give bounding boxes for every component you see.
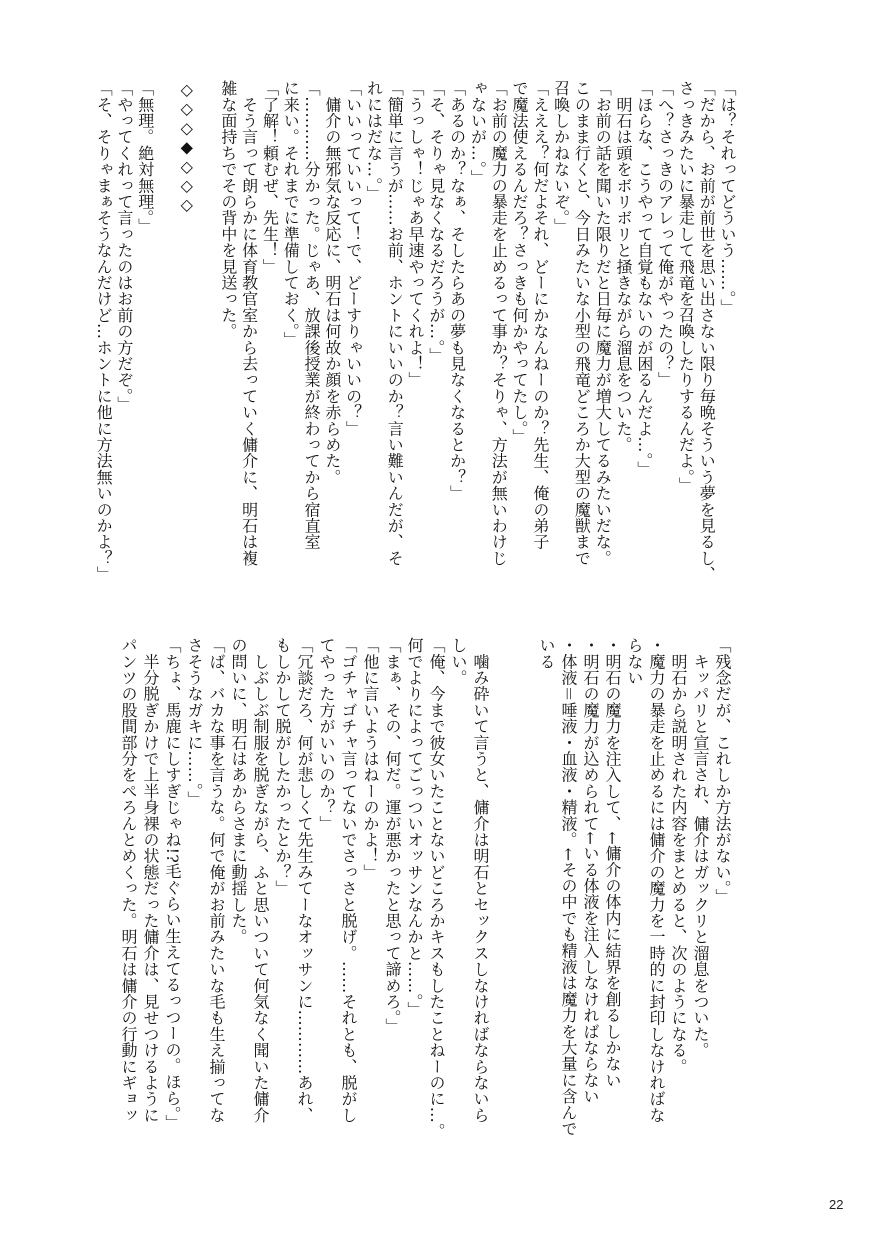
text-column — [196, 80, 217, 605]
text-column: ゃないが…。」 — [468, 80, 488, 186]
text-column: 半分脱ぎかけで上半身裸の状態だった傭介は、見せつけるように — [141, 637, 160, 1123]
text-column: ・体液＝唾液・血液・精液。←その中でも精液は魔力を大量に含んで — [559, 637, 578, 1137]
text-column: そう言って朗らかに体育教官室から去っていく傭介に、明石は複 — [239, 80, 259, 566]
text-column — [513, 637, 535, 1137]
text-column: 「了解！頼むぜ、先生！」 — [260, 80, 280, 275]
text-column: 「冗談だろ、何が悲しくて先生みてーなオッサンに…………あれ、 — [295, 637, 314, 1123]
text-column: 「お前の魔力の暴走を止めるって事か？そりゃ、方法が無いわけじ — [489, 80, 509, 566]
text-column: 召喚しかねないぞ。」 — [551, 80, 571, 234]
text-column: さそうなガキに……。」 — [185, 637, 204, 808]
top-text-block — [92, 80, 737, 605]
text-column: しぶしぶ制服を脱ぎながら、ふと思いついて何気なく聞いた傭介 — [251, 637, 270, 1123]
text-column: 「まぁ、その、何だ。運が悪かったと思って諦めろ。」 — [383, 637, 402, 1034]
page-number: 22 — [829, 1197, 844, 1212]
text-column: に来い。それまでに準備しておく。」 — [281, 80, 301, 348]
text-column: 何でよりによってごっついオッサンなんかと……。」 — [405, 637, 424, 1018]
text-column: キッパリと宣言され、傭介はガックリと溜息をついた。 — [691, 637, 710, 1059]
text-column: ◇◇◇◆◇◇◇ — [177, 80, 197, 215]
text-column: 「簡単に言うが……お前、ホントにいいのか？言い難いんだが、そ — [385, 80, 405, 566]
text-column: このまま行くと、今日みたいな小型の飛竜どころか大型の魔獣まで — [572, 80, 592, 566]
text-column — [155, 80, 176, 605]
text-column: ・明石の魔力を注入して、←傭介の体内に結界を創るしかない — [603, 637, 622, 1089]
text-column: 明石は頭をボリボリと掻きながら溜息をついた。 — [614, 80, 634, 453]
text-column: 噛み砕いて言うと、傭介は明石とセックスしなければならないら — [471, 637, 490, 1123]
text-column: らない — [625, 637, 644, 686]
text-column: 傭介の無邪気な反応に、明石は何故か顔を赤らめた。 — [322, 80, 342, 485]
text-column: 「ほらな、こうやって自覚もないのが困るんだよ…。」 — [634, 80, 654, 477]
text-column: ・魔力の暴走を止めるには傭介の魔力を一時的に封印しなければな — [647, 637, 666, 1123]
text-column: 「無理。絶対無理。」 — [135, 80, 155, 234]
text-column: 「ば、バカな事を言うな。何で俺がお前みたいな毛も生え揃ってな — [207, 637, 226, 1123]
text-column: 「いいっていいって！で、どーすりゃいいの？」 — [343, 80, 363, 437]
text-column: しい。 — [449, 637, 468, 686]
bottom-text-block — [95, 637, 733, 1140]
text-column: 「そ、そりゃまぁそうなんだけど…ホントに他に方法無いのかよ？」 — [94, 80, 114, 583]
text-column: 「俺、今まで彼女いたことないどころかキスもしたことねーのに…。 — [427, 637, 446, 1140]
text-column: で魔法使えるんだろ？さっきも何かやってたし。」 — [510, 80, 530, 445]
text-column: パンツの股間部分をぺろんとめくった。明石は傭介の行動にギョッ — [119, 637, 138, 1123]
text-column: 「うっしゃ！じゃあ早速やってくれよ！」 — [406, 80, 426, 388]
text-column: 「あるのか？なぁ、そしたらあの夢も見なくなるとか？」 — [447, 80, 467, 502]
text-column: 「…………分かった。じゃあ、放課後授業が終わってから宿直室 — [302, 80, 322, 550]
text-column: もしかして脱がしたかったとか？」 — [273, 637, 292, 897]
text-column: てやった方がいいのか？」 — [317, 637, 336, 832]
text-column: ・明石の魔力が込められて←いる体液を注入しなければならない — [581, 637, 600, 1105]
text-column: 「へ？さっきのアレって俺がやったの？」 — [655, 80, 675, 388]
text-column: 「残念だが、これしか方法がない。」 — [713, 637, 732, 905]
text-column: 「そ、そりゃ見なくなるだろうが…。」 — [426, 80, 446, 364]
text-column: 「他に言いようはねーのかよ！」 — [361, 637, 380, 880]
text-column: 「やってくれって言ったのはお前の方だぞ。」 — [114, 80, 134, 413]
text-column: 「だから、お前が前世を思い出さない限り毎晩そういう夢を見るし、 — [697, 80, 717, 583]
text-column — [491, 637, 513, 1137]
text-column: いる — [537, 637, 556, 670]
text-column: 「ゴチャゴチャ言ってないでさっさと脱げ。……それとも、脱がし — [339, 637, 358, 1123]
text-column: の問いに、明石はあからさまに動揺した。 — [229, 637, 248, 945]
text-column: 「ちょ、馬鹿にしすぎじゃね!?毛ぐらい生えてるっつーの。ほら。」 — [163, 637, 182, 1131]
text-column: さっきみたいに暴走して飛竜を召喚したりするんだよ。」 — [676, 80, 696, 494]
text-column: 明石から説明された内容をまとめると、次のようになる。 — [669, 637, 688, 1075]
text-column: 「お前の話を聞いた限りだと日毎に魔力が増大してるみたいだな。 — [593, 80, 613, 566]
text-column: 雑な面持ちでその背中を見送った。 — [218, 80, 238, 340]
text-column: れにはだな…。」 — [364, 80, 384, 202]
text-column: 「えええ？何だよそれ、どーにかなんねーのか？先生、俺の弟子 — [530, 80, 550, 550]
text-column: 「は？それってどういう……。」 — [718, 80, 737, 315]
